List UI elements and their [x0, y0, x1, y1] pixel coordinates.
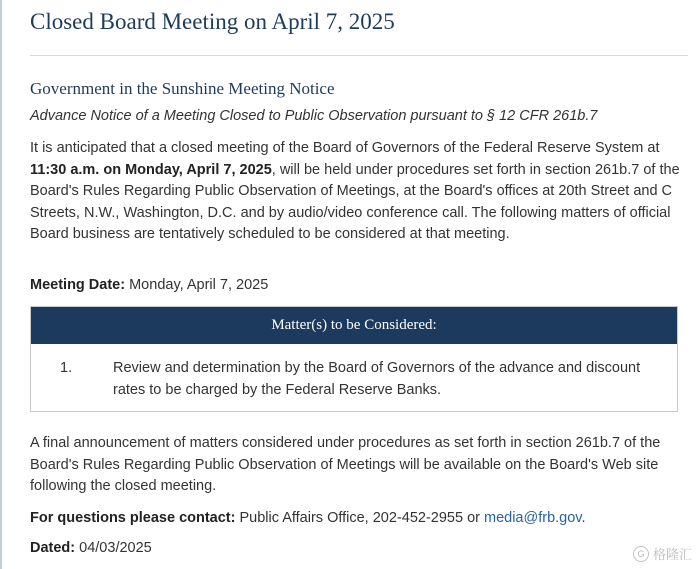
- contact-line: [30, 510, 586, 526]
- meeting-date-value: Monday, April 7, 2025: [125, 277, 269, 293]
- final-announcement: A final announcement of matters considered under procedures as set forth in section 261b.7 of the Board's Rules Regarding Public Observation of Meetings will be available on the Board's Web site following the closed meeting.: [30, 435, 661, 494]
- title-divider: [30, 55, 688, 56]
- left-border: [0, 0, 2, 569]
- contact-email-link[interactable]: media@frb.gov: [484, 510, 582, 526]
- meeting-date-label: Meeting Date:: [30, 277, 126, 293]
- notice-body: [30, 138, 680, 246]
- body-intro: It is anticipated that a closed meeting of the Board of Governors of the Federal Reserve System at: [30, 140, 660, 156]
- contact-label: For questions please contact:: [30, 510, 236, 526]
- matters-header: Matter(s) to be Considered:: [31, 307, 677, 344]
- matters-table: [30, 306, 678, 412]
- page-title: Closed Board Meeting on April 7, 2025: [30, 9, 395, 34]
- contact-end: .: [581, 510, 586, 526]
- meeting-date: [30, 277, 268, 293]
- matter-number: 1.: [60, 360, 73, 376]
- dated-label: Dated:: [30, 540, 76, 556]
- matter-item: [31, 344, 677, 401]
- watermark-text: 格隆汇: [652, 547, 692, 562]
- body-rest: , will be held under procedures set forth in section 261b.7 of the Board's Rules Regarding Public Observation of Meetings, at the Board's offices at 20th Street and C Streets, N.W., Washington, D.C. and by audio/video conference call. The following matters of official Board business are tentatively scheduled to be considered at that meeting.: [30, 161, 680, 242]
- globe-g-icon: G: [633, 546, 649, 562]
- contact-text: Public Affairs Office, 202-452-2955 or: [235, 510, 484, 526]
- matter-text: Review and determination by the Board of Governors of the advance and discount rates to be charged by the Federal Reserve Banks.: [113, 360, 641, 398]
- notice-subtitle: Advance Notice of a Meeting Closed to Public Observation pursuant to § 12 CFR 261b.7: [30, 108, 598, 124]
- dated-line: [30, 540, 152, 556]
- dated-value: 04/03/2025: [75, 540, 152, 556]
- notice-heading: Government in the Sunshine Meeting Notice: [30, 79, 335, 98]
- body-time: 11:30 a.m. on Monday, April 7, 2025: [30, 161, 272, 178]
- watermark: [633, 544, 692, 563]
